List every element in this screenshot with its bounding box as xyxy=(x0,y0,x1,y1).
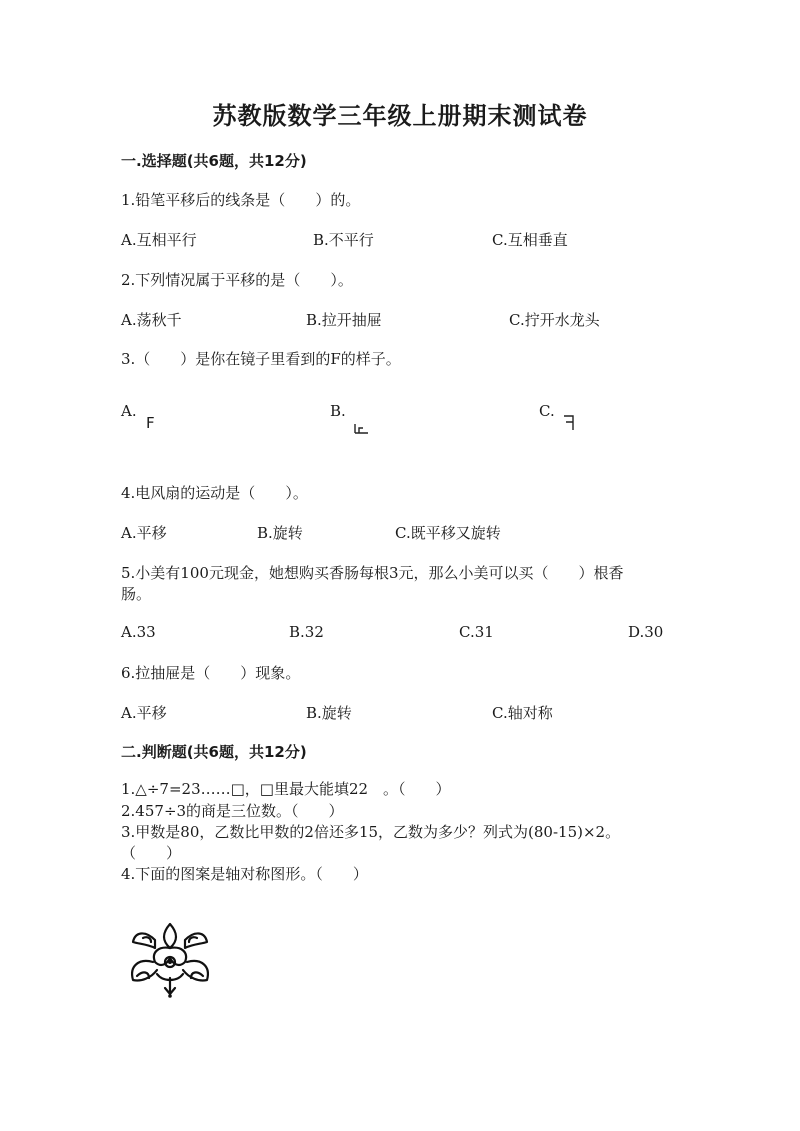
q3-option-a: A. xyxy=(121,402,137,420)
section-header-judgment: 二.判断题(共6题，共12分) xyxy=(121,743,307,761)
judgment-4: 4.下面的图案是轴对称图形。（ ） xyxy=(121,865,368,883)
q4-option-c: C.既平移又旋转 xyxy=(395,524,501,542)
question-2: 2.下列情况属于平移的是（ ）。 xyxy=(121,271,353,289)
q1-option-b: B.不平行 xyxy=(313,231,374,249)
q6-option-c: C.轴对称 xyxy=(492,704,553,722)
q5-option-a: A.33 xyxy=(121,623,156,641)
q3-figure-c-icon xyxy=(562,414,576,432)
question-5-line-1: 5.小美有100元现金，她想购买香肠每根3元，那么小美可以买（ ）根香 xyxy=(121,564,624,582)
q5-option-d: D.30 xyxy=(628,623,664,641)
q3-figure-b-icon xyxy=(353,421,371,435)
question-1: 1.铅笔平移后的线条是（ ）的。 xyxy=(121,191,361,209)
section-header-choice: 一.选择题(共6题，共12分) xyxy=(121,152,307,170)
q4-option-b: B.旋转 xyxy=(257,524,303,542)
q1-option-a: A.互相平行 xyxy=(121,231,197,249)
q5-option-b: B.32 xyxy=(289,623,324,641)
question-6: 6.拉抽屉是（ ）现象。 xyxy=(121,664,301,682)
q2-option-c: C.拧开水龙头 xyxy=(509,311,600,329)
q3-option-b: B. xyxy=(330,402,346,420)
q2-option-b: B.拉开抽屉 xyxy=(306,311,382,329)
q1-option-c: C.互相垂直 xyxy=(492,231,568,249)
q5-option-c: C.31 xyxy=(459,623,494,641)
q3-option-c: C. xyxy=(539,402,555,420)
q6-option-a: A.平移 xyxy=(121,704,167,722)
q6-option-b: B.旋转 xyxy=(306,704,352,722)
judgment-3: 3.甲数是80，乙数比甲数的2倍还多15，乙数为多少？列式为(80-15)×2。 xyxy=(121,823,621,841)
question-4: 4.电风扇的运动是（ ）。 xyxy=(121,484,308,502)
judgment-1: 1.△÷7=23……□，□里最大能填22 。（ ） xyxy=(121,780,451,798)
q2-option-a: A.荡秋千 xyxy=(121,311,182,329)
question-5-line-2: 肠。 xyxy=(121,585,152,603)
page-title: 苏教版数学三年级上册期末测试卷 xyxy=(212,101,588,130)
flower-pattern-figure xyxy=(125,918,215,998)
judgment-2: 2.457÷3的商是三位数。（ ） xyxy=(121,802,344,820)
judgment-3-bracket: （ ） xyxy=(121,844,182,862)
q3-figure-a: F xyxy=(146,414,155,432)
question-3: 3.（ ）是你在镜子里看到的F的样子。 xyxy=(121,350,401,368)
q4-option-a: A.平移 xyxy=(121,524,167,542)
